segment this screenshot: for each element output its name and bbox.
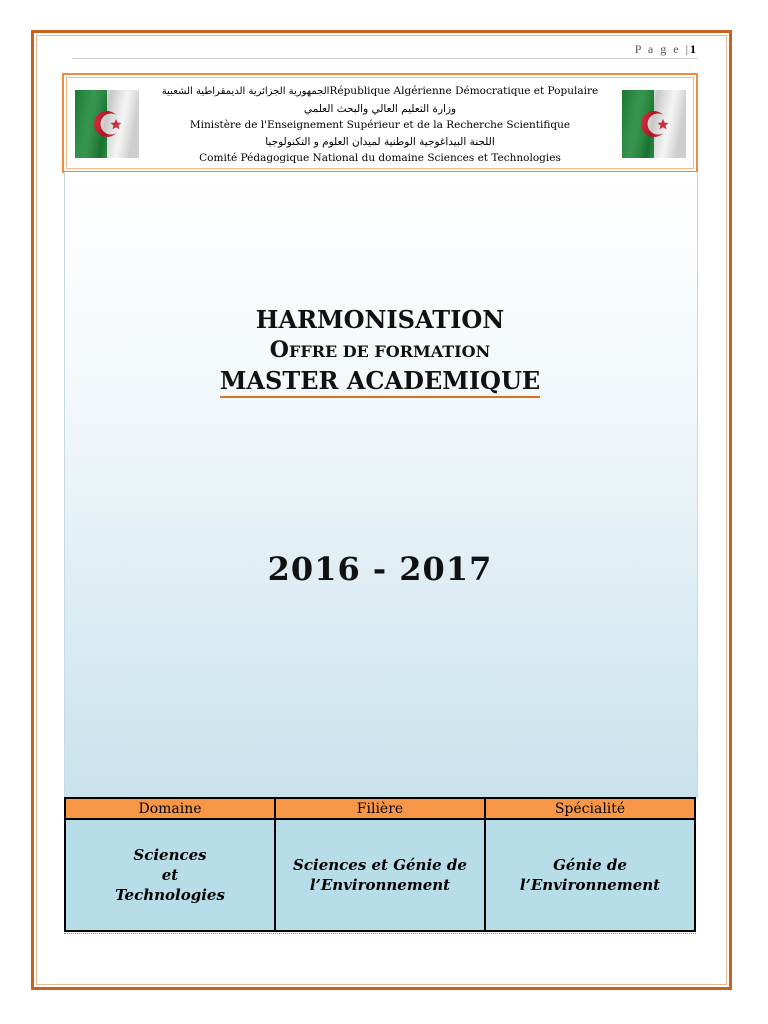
domaine-line: Sciences xyxy=(133,846,207,864)
specialite-line: Génie de xyxy=(553,856,627,874)
page-number-value: 1 xyxy=(690,42,696,56)
table-row xyxy=(65,819,695,931)
filiere-line: Sciences et Génie de xyxy=(293,856,467,874)
algerian-flag-icon xyxy=(75,90,139,158)
specialite-line: l’Environnement xyxy=(519,876,661,894)
header-domaine: Domaine xyxy=(65,798,275,819)
ministry-french: Ministère de l'Enseignement Supérieur et de la Recherche Scientifique xyxy=(189,119,571,131)
algerian-flag-icon xyxy=(622,90,686,158)
title-offre-rest: FFRE DE FORMATION xyxy=(288,342,491,361)
domaine-line: et xyxy=(161,866,179,884)
table-header-row xyxy=(65,798,695,819)
header-filiere: Filière xyxy=(275,798,485,819)
domaine-line: Technologies xyxy=(115,886,225,904)
republic-french: République Algérienne Démocratique et Populaire xyxy=(329,85,599,97)
title-offre-initial: O xyxy=(269,337,289,363)
ministry-arabic: وزارة التعليم العالي والبحث العلمي xyxy=(303,102,457,115)
title-harmonisation: HARMONISATION xyxy=(255,305,505,334)
title-master-text: MASTER ACADEMIQUE xyxy=(220,366,540,398)
title-offre-formation xyxy=(64,336,696,366)
title-master-academique xyxy=(64,366,696,396)
cell-filiere xyxy=(275,819,485,931)
committee-arabic: اللجنة البيداغوجية الوطنية لميدان العلوم و التكنولوجيا xyxy=(265,135,495,148)
header-text xyxy=(154,83,606,167)
cell-specialite xyxy=(485,819,695,931)
committee-french: Comité Pédagogique National du domaine Sciences et Technologies xyxy=(199,152,561,164)
cover-gradient-panel xyxy=(64,172,698,798)
header-specialite: Spécialité xyxy=(485,798,695,819)
table-bottom-rule xyxy=(64,933,696,934)
republic-arabic: الجمهورية الجزائرية الديمقراطية الشعبية xyxy=(161,86,330,97)
cell-domaine xyxy=(65,819,275,931)
page-header-rule xyxy=(72,58,698,59)
document-title xyxy=(64,304,696,396)
page-number xyxy=(635,42,696,57)
page-label: P a g e | xyxy=(634,42,690,56)
academic-years: 2016 - 2017 xyxy=(267,550,493,588)
header-line-republic xyxy=(154,83,606,101)
institution-header xyxy=(62,73,698,173)
program-table xyxy=(64,797,696,932)
filiere-line: l’Environnement xyxy=(309,876,451,894)
